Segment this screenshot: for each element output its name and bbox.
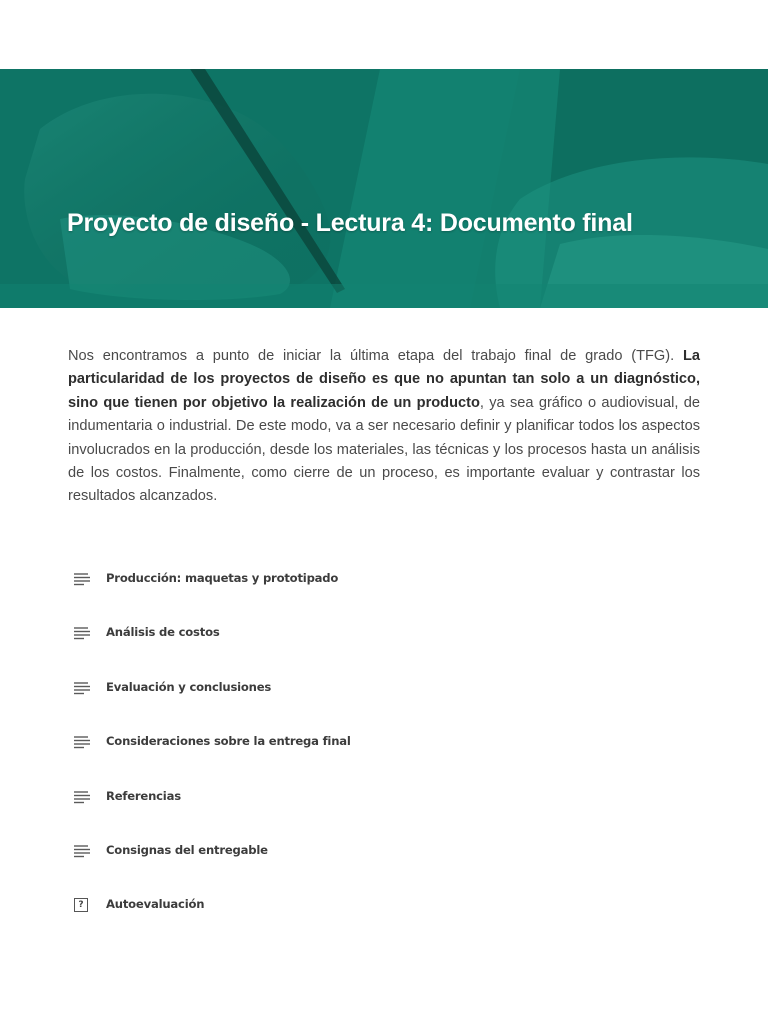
menu-item-autoevaluacion[interactable] <box>0 877 768 931</box>
question-icon: ? <box>74 898 88 912</box>
menu-item-consideraciones[interactable] <box>0 714 768 768</box>
page-title: Proyecto de diseño - Lectura 4: Documento final <box>67 209 633 237</box>
menu-item-label: Evaluación y conclusiones <box>106 679 272 694</box>
hero-background-image <box>0 69 768 308</box>
intro-text-end: , ya sea gráfico o audiovisual, de indumentaria o industrial. De este modo, va a ser necesario definir y planificar todos los aspectos involucrados en la producción, desde los materiales, las técnicas y los procesos hasta un análisis de los costos. Finalmente, como cierre de un proceso, es importante evaluar y contrastar los resultados alcanzados. <box>68 394 700 505</box>
hero-banner <box>0 69 768 308</box>
text-lines-icon <box>74 734 90 750</box>
intro-paragraph <box>68 345 700 509</box>
lesson-menu <box>0 551 768 932</box>
intro-text-start: Nos encontramos a punto de iniciar la última etapa del trabajo final de grado (TFG). <box>68 348 683 364</box>
menu-item-label: Análisis de costos <box>106 625 220 640</box>
text-lines-icon <box>74 789 90 805</box>
menu-item-analisis-costos[interactable] <box>0 605 768 659</box>
menu-item-consignas[interactable] <box>0 823 768 877</box>
menu-item-label: Consideraciones sobre la entrega final <box>106 734 351 749</box>
text-lines-icon <box>74 571 90 587</box>
intro-text-bold: La particularidad de los proyectos de diseño es que no apuntan tan solo a un diagnóstico, sino que tienen por objetivo la realización de un producto <box>68 348 700 411</box>
menu-item-evaluacion[interactable] <box>0 660 768 714</box>
menu-item-produccion[interactable] <box>0 551 768 605</box>
menu-item-referencias[interactable] <box>0 769 768 823</box>
menu-item-label: Referencias <box>106 788 181 803</box>
menu-item-label: Autoevaluación <box>106 897 205 912</box>
text-lines-icon <box>74 625 90 641</box>
text-lines-icon <box>74 843 90 859</box>
menu-item-label: Producción: maquetas y prototipado <box>106 571 339 585</box>
menu-item-label: Consignas del entregable <box>106 842 268 857</box>
text-lines-icon <box>74 680 90 696</box>
